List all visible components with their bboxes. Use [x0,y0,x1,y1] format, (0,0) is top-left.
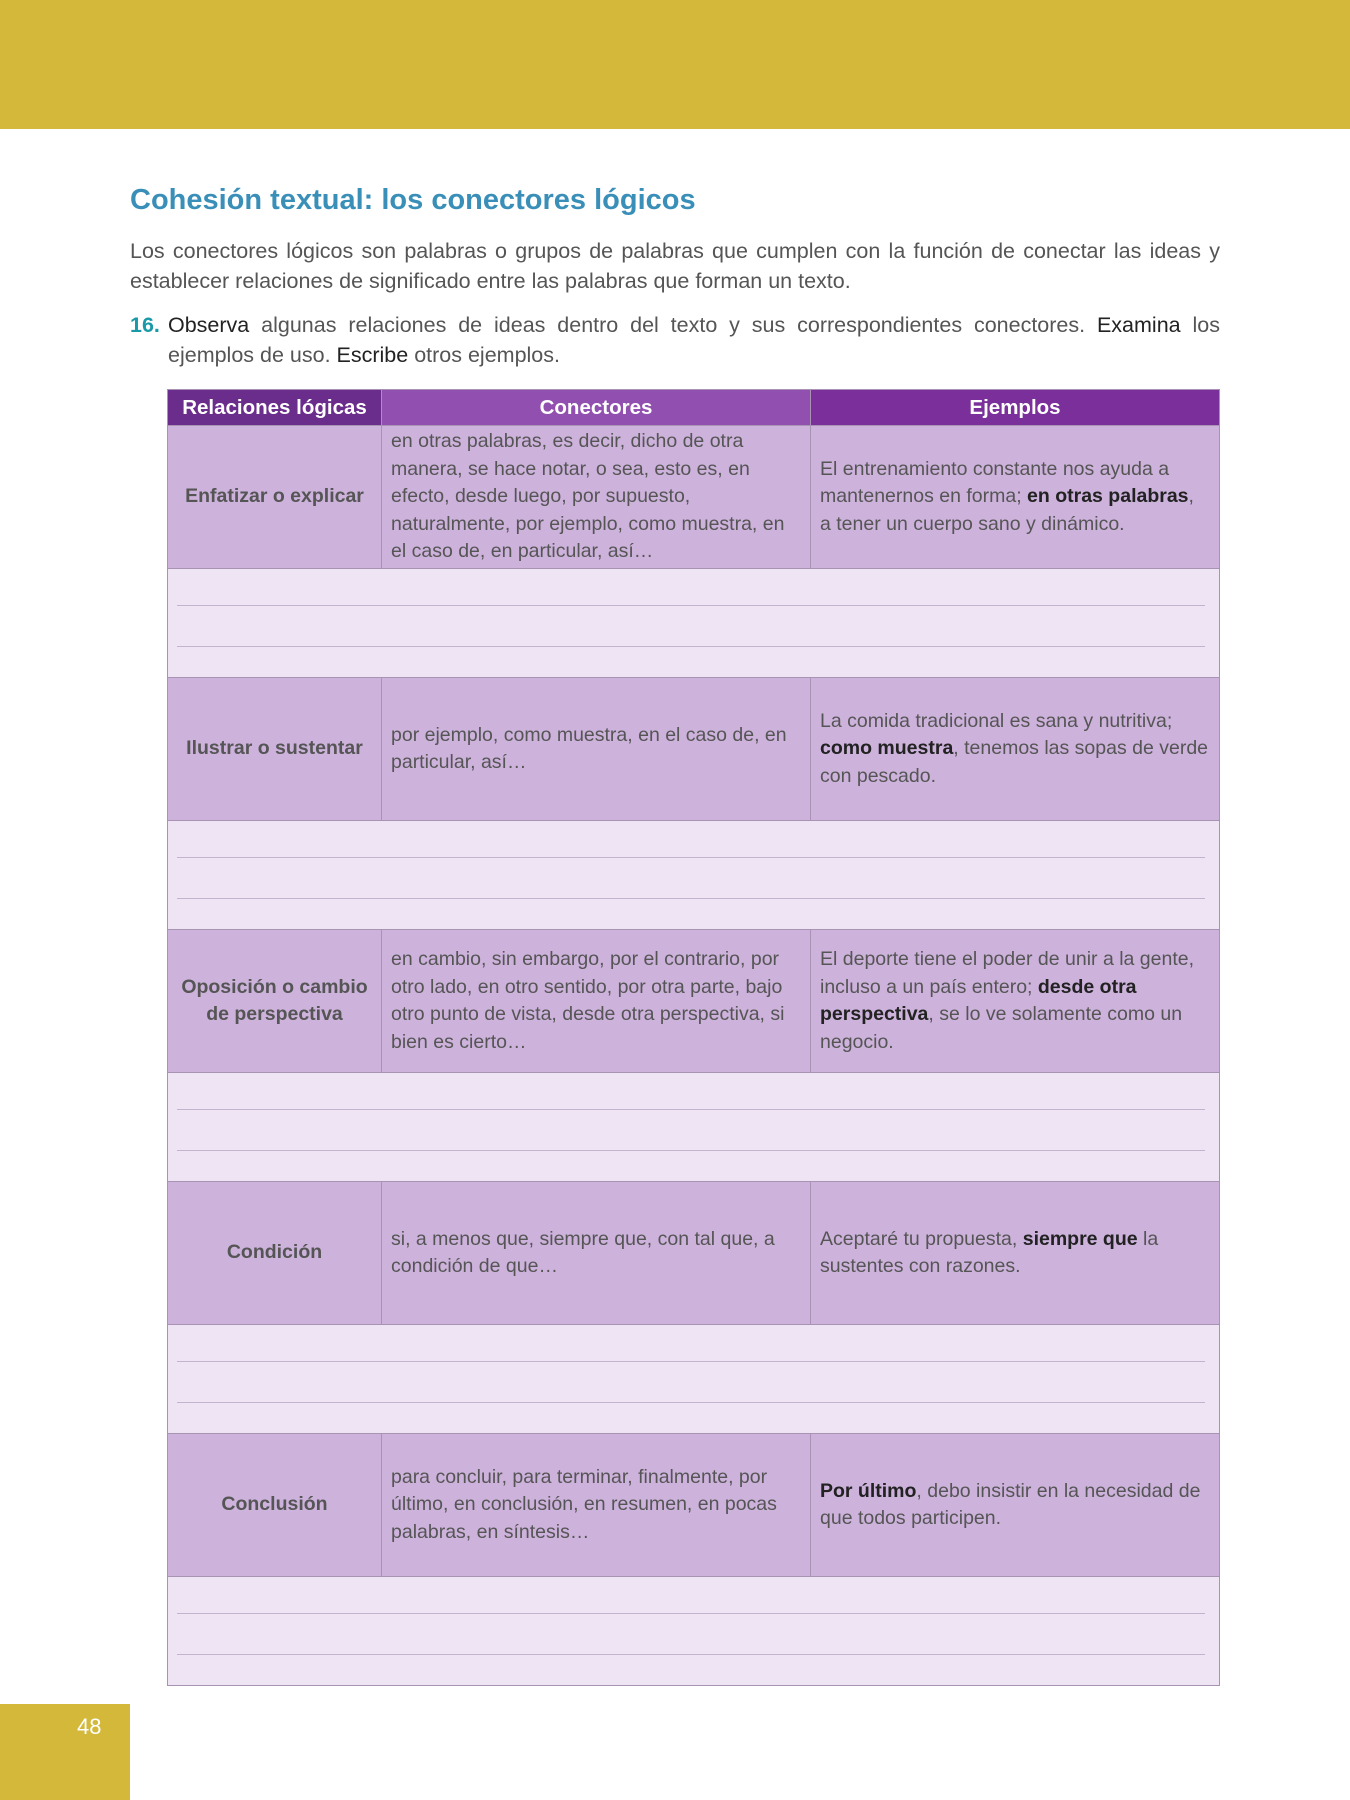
write-line [177,898,1205,899]
write-area[interactable] [168,1325,1220,1434]
connectors-cell: para concluir, para terminar, finalmente, por último, en conclusión, en resumen, en pocas palabras, en síntesis… [382,1434,811,1577]
table-row [168,1434,1220,1577]
write-area[interactable] [168,1073,1220,1182]
example-connector: Por último [820,1479,917,1502]
example-connector: en otras palabras [1027,485,1189,508]
write-area[interactable] [168,569,1220,678]
write-line [177,646,1205,647]
activity-number: 16. [130,313,160,337]
write-row [168,1577,1220,1686]
activity-verb-escribe: Escribe [336,343,409,367]
activity-verb-observa: Observa [168,313,250,337]
write-line [177,1361,1205,1362]
write-row [168,1073,1220,1182]
example-cell: El entrenamiento constante nos ayuda a mantenernos en forma; en otras palabras, a tener un cuerpo sano y dinámico. [811,426,1220,569]
connectors-cell: en otras palabras, es decir, dicho de otra manera, se hace notar, o sea, esto es, en efecto, desde luego, por supuesto, naturalmente, por ejemplo, como muestra, en el caso de, en particular, así… [382,426,811,569]
example-connector: desde otra perspectiva [820,975,1137,1025]
page-title: Cohesión textual: los conectores lógicos [130,184,696,216]
table-row [168,678,1220,821]
relation-cell: Ilustrar o sustentar [168,678,382,821]
header-relaciones: Relaciones lógicas [168,390,382,426]
page-number: 48 [77,1714,102,1739]
header-conectores: Conectores [382,390,811,426]
table-header-row [168,390,1220,426]
example-connector: como muestra [820,737,954,760]
activity-verb-examina: Examina [1096,313,1181,337]
relation-cell: Oposición o cambio de perspectiva [168,930,382,1073]
connectors-table [167,389,1220,1686]
table-row [168,930,1220,1073]
intro-paragraph: Los conectores lógicos son palabras o grupos de palabras que cumplen con la función de conectar las ideas y establecer relaciones de significado entre las palabras que forman un texto. [130,239,1220,293]
connectors-cell: si, a menos que, siempre que, con tal que, a condición de que… [382,1182,811,1325]
relation-cell: Condición [168,1182,382,1325]
write-line [177,1613,1205,1614]
write-row [168,569,1220,678]
write-area[interactable] [168,1577,1220,1686]
write-row [168,1325,1220,1434]
table-row [168,426,1220,569]
page-number-tab [0,1704,130,1800]
write-area[interactable] [168,821,1220,930]
write-line [177,1150,1205,1151]
relation-cell: Enfatizar o explicar [168,426,382,569]
example-connector: siempre que [1022,1227,1138,1250]
example-cell: El deporte tiene el poder de unir a la gente, incluso a un país entero; desde otra perspectiva, se lo ve solamente como un negocio. [811,930,1220,1073]
activity-16 [130,310,1220,370]
header-ejemplos: Ejemplos [811,390,1220,426]
write-row [168,821,1220,930]
activity-instructions: Observa algunas relaciones de ideas dentro del texto y sus correspondientes conectores. Examina los ejemplos de uso. Escribe otros ejemplos. [168,313,1220,367]
top-color-band [0,0,1350,129]
example-cell: La comida tradicional es sana y nutritiva; como muestra, tenemos las sopas de verde con pescado. [811,678,1220,821]
relation-cell: Conclusión [168,1434,382,1577]
example-cell: Por último, debo insistir en la necesidad de que todos participen. [811,1434,1220,1577]
connectors-cell: en cambio, sin embargo, por el contrario, por otro lado, en otro sentido, por otra parte, bajo otro punto de vista, desde otra perspectiva, si bien es cierto… [382,930,811,1073]
write-line [177,605,1205,606]
write-line [177,1402,1205,1403]
write-line [177,1654,1205,1655]
example-cell: Aceptaré tu propuesta, siempre que la sustentes con razones. [811,1182,1220,1325]
table-row [168,1182,1220,1325]
connectors-cell: por ejemplo, como muestra, en el caso de, en particular, así… [382,678,811,821]
write-line [177,1109,1205,1110]
write-line [177,857,1205,858]
